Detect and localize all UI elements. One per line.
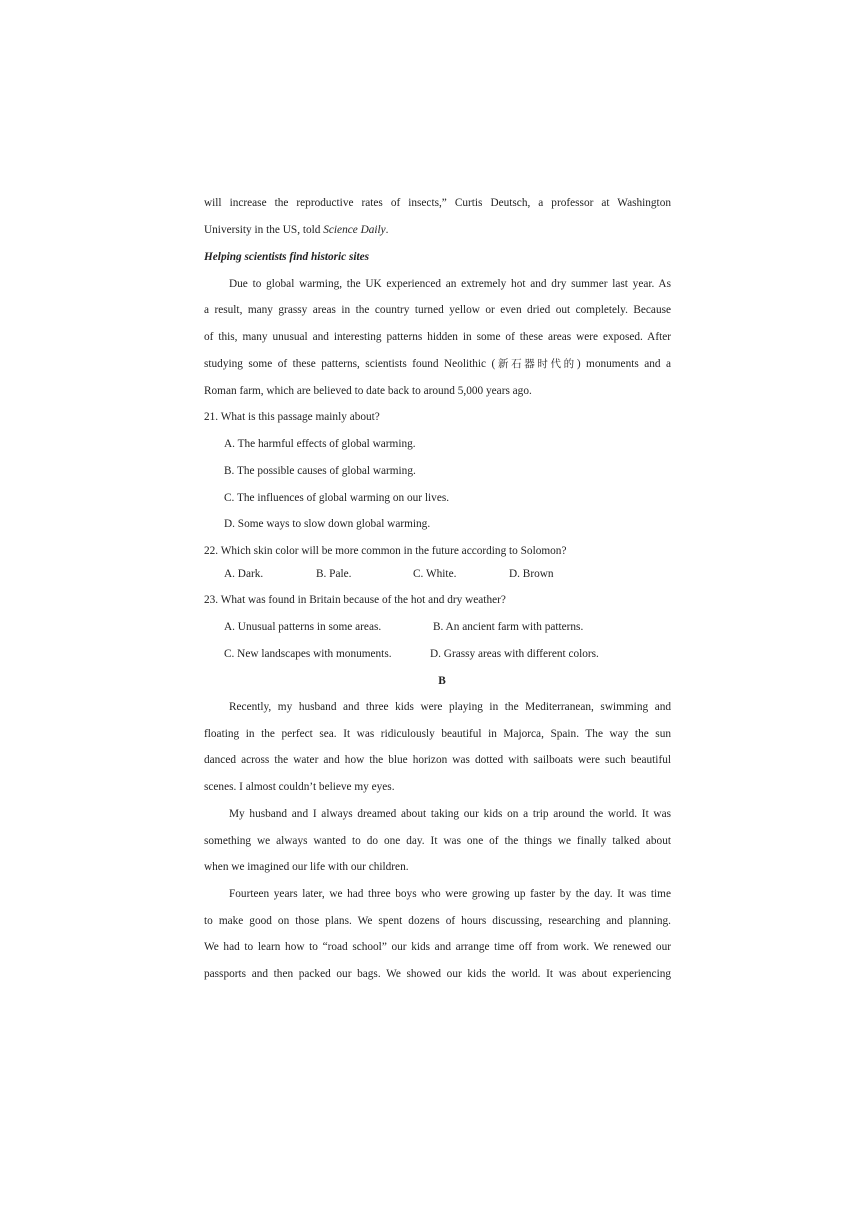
body-text-line: passports and then packed our bags. We showed our kids the world. It was about experiencing [204,968,671,980]
body-text: studying some of these patterns, scientists found Neolithic ( [204,358,496,370]
section-heading: Helping scientists find historic sites [204,251,370,263]
body-text-line: Due to global warming, the UK experienced an extremely hot and dry summer last year. As [229,278,671,290]
answer-option: D. Brown [509,568,554,580]
answer-option: A. The harmful effects of global warming. [224,438,416,450]
answer-option: B. Pale. [316,568,352,580]
body-text-line: of this, many unusual and interesting patterns hidden in some of these areas were exposed. After [204,331,671,343]
body-text-line: Roman farm, which are believed to date back to around 5,000 years ago. [204,385,532,397]
answer-option: A. Unusual patterns in some areas. [224,621,382,633]
chinese-gloss: 新石器时代的 [495,358,577,370]
answer-option: B. An ancient farm with patterns. [433,621,584,633]
body-text-line [204,357,671,371]
answer-option: C. White. [413,568,457,580]
answer-option: D. Some ways to slow down global warming. [224,518,431,530]
body-text-line: Recently, my husband and three kids were playing in the Mediterranean, swimming and [229,701,671,713]
section-label: B [438,675,446,687]
body-text-line: danced across the water and how the blue horizon was dotted with sailboats were such beautiful [204,754,671,766]
answer-option-row [224,647,671,661]
question-stem: 21. What is this passage mainly about? [204,411,380,423]
question-stem: 23. What was found in Britain because of the hot and dry weather? [204,594,506,606]
answer-option: D. Grassy areas with different colors. [430,648,599,660]
body-text-line: something we always wanted to do one day. It was one of the things we finally talked about [204,835,671,847]
body-text-line: a result, many grassy areas in the country turned yellow or even dried out completely. Because [204,304,671,316]
body-text-line: My husband and I always dreamed about taking our kids on a trip around the world. It was [229,808,671,820]
body-text-line: floating in the perfect sea. It was ridiculously beautiful in Majorca, Spain. The way the sun [204,728,671,740]
body-text: . [385,224,389,236]
body-text: University in the US, told [204,224,324,236]
publication-name: Science Daily [323,224,386,236]
question-stem: 22. Which skin color will be more common in the future according to Solomon? [204,545,567,557]
body-text-line [204,223,671,237]
body-text-line: Fourteen years later, we had three boys who were growing up faster by the day. It was time [229,888,671,900]
answer-option: C. New landscapes with monuments. [224,648,392,660]
body-text-line: scenes. I almost couldn’t believe my eyes. [204,781,395,793]
body-text-line: to make good on those plans. We spent dozens of hours discussing, researching and planning. [204,915,671,927]
body-text-line: We had to learn how to “road school” our kids and arrange time off from work. We renewed our [204,941,671,953]
answer-option: A. Dark. [224,568,264,580]
answer-option: C. The influences of global warming on our lives. [224,492,450,504]
answer-option-row [224,620,671,634]
body-text-line: will increase the reproductive rates of insects,” Curtis Deutsch, a professor at Washington [204,197,671,209]
answer-option: B. The possible causes of global warming. [224,465,416,477]
body-text: ) monuments and a [576,358,672,370]
answer-option-row [224,567,671,581]
body-text-line: when we imagined our life with our children. [204,861,409,873]
